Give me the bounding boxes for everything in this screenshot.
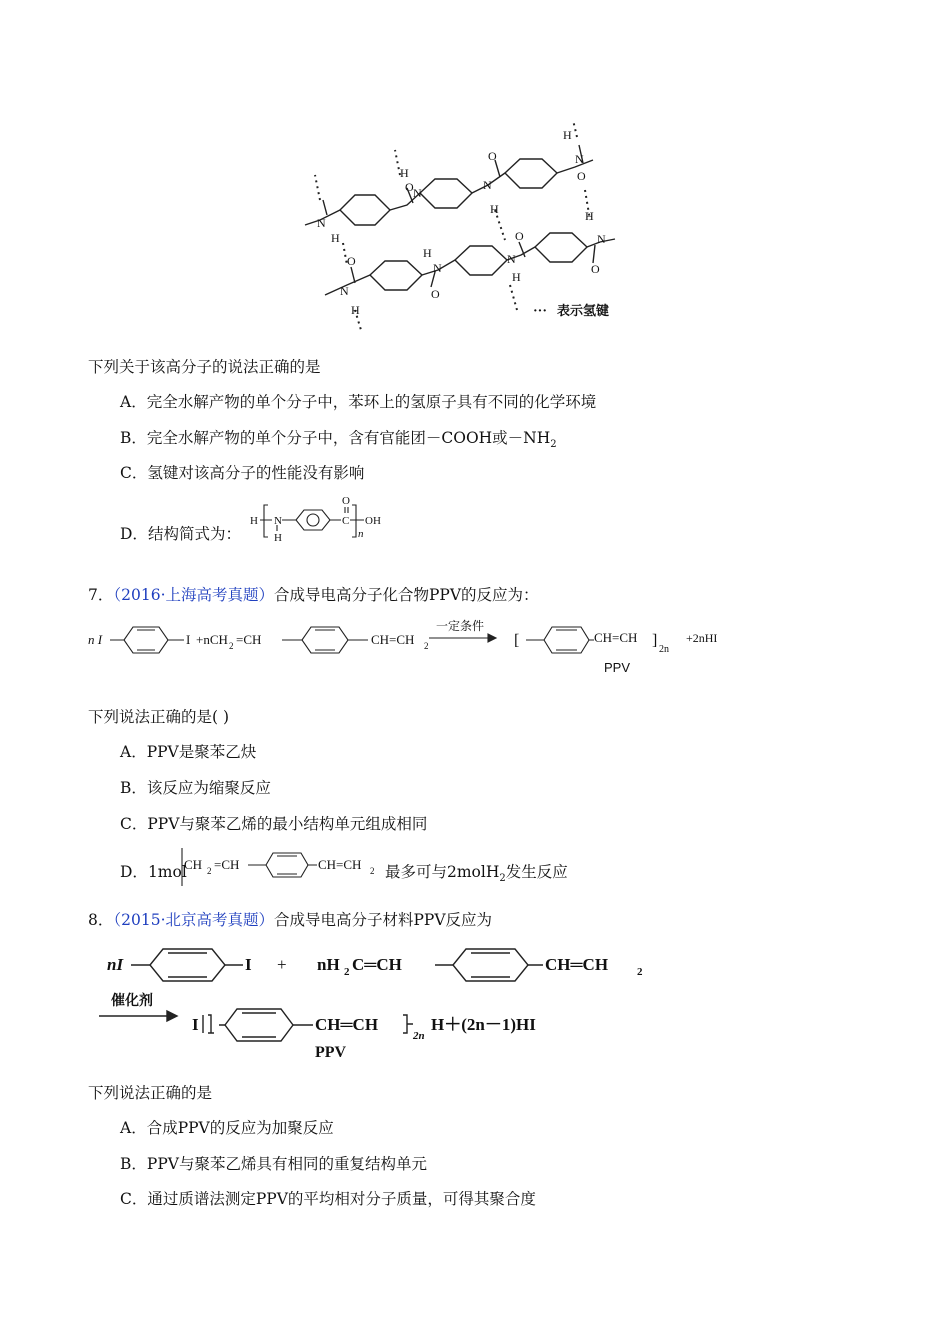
benzene-ring [535,233,587,262]
eq-text: =CH [214,857,240,872]
eq-text: nI [107,955,124,974]
benzene-ring [453,949,528,981]
atom-n: N [317,216,326,230]
ppv-label: PPV [604,660,631,675]
hydrogen-bond-legend-dots: ··· [533,304,548,319]
eq-text: I [186,632,191,647]
option-text: 氢键对该高分子的性能没有影响 [147,464,365,482]
subscript-n: n [358,528,364,540]
subscript: 2 [207,866,212,876]
atom-h: H [423,246,432,260]
option-letter: C． [120,1190,148,1208]
eq-text: + [277,955,287,974]
q7-heading [88,585,539,605]
option-text: PPV是聚苯乙炔 [146,743,257,761]
benzene-ring [420,179,472,208]
option-text-post: 发生反应 [505,863,568,881]
option-letter: A． [120,743,147,761]
option-text: 结构简式为： [147,525,241,543]
atom-n: N [483,178,492,192]
atom-n: N [575,152,584,166]
atom-h: H [512,270,521,284]
atom-h: H [351,303,360,317]
option-letter: D． [120,863,148,881]
eq-text: nH [317,955,340,974]
atom-o: O [488,149,497,163]
atom-h: H [563,128,572,142]
subscript: 2 [637,966,643,978]
q8-stem: 下列说法正确的是 [88,1084,213,1102]
hydrogen-bond-legend-label: 表示氢键 [557,303,610,318]
q7-stem: 下列说法正确的是( ) [88,708,230,726]
subscript: 2 [229,641,234,651]
q7-reaction-equation [86,614,746,680]
bracket: ] [652,632,658,649]
eq-text: CH=CH [318,857,362,872]
atom-n: N [433,261,442,275]
eq-text: H＋(2n－1)HI [431,1015,536,1034]
atom-o: O [591,262,600,276]
option-letter: B． [120,779,147,797]
atom-h: H [331,231,340,245]
option-text: PPV与聚苯乙烯具有相同的重复结构单元 [146,1155,427,1173]
question-source[interactable]: （2016·上海高考真题） [113,586,274,604]
q6-option-b[interactable] [120,428,557,455]
eq-text: I [192,1015,199,1034]
subscript: 2 [424,641,429,651]
benzene-ring [266,853,308,877]
question-text: 合成导电高分子化合物PPV的反应为： [274,586,539,604]
subscript: 2 [370,866,375,876]
option-text: 合成PPV的反应为加聚反应 [146,1119,334,1137]
atom-o: O [515,229,524,243]
atom-c: C [342,515,350,527]
eq-text: CH═CH [545,955,609,974]
option-text: 通过质谱法测定PPV的平均相对分子质量，可得其聚合度 [147,1190,536,1208]
option-letter: C． [120,464,148,482]
eq-text: n I [88,632,103,647]
eq-text: +nCH [196,632,228,647]
option-letter: B． [120,429,147,447]
benzene-ring [455,246,507,275]
q8-reaction-equation [95,943,665,1063]
atom-n: N [274,515,282,527]
atom-h: H [400,166,409,180]
reaction-condition: 一定条件 [436,619,485,633]
eq-text: I [245,955,252,974]
eq-text: CH═CH [315,1015,379,1034]
option-text: 完全水解产物的单个分子中，苯环上的氢原子具有不同的化学环境 [146,393,597,411]
option-letter: D． [120,525,148,543]
q6-option-c[interactable] [120,463,364,483]
ppv-label: PPV [315,1044,347,1061]
question-source[interactable]: （2015·北京高考真题） [113,911,274,929]
q7-option-a[interactable] [120,742,256,762]
atom-h: H [274,532,282,544]
q6-option-a[interactable] [120,392,596,412]
benzene-ring [544,627,589,653]
q8-heading [88,910,492,930]
subscript: 2 [344,966,350,978]
benzene-ring [505,159,557,188]
benzene-ring [340,195,390,225]
atom-h: H [585,209,594,223]
q8-option-b[interactable] [120,1154,427,1174]
q8-option-a[interactable] [120,1118,334,1138]
benzene-ring [302,627,348,653]
atom-n: N [597,232,606,246]
question-number: 8． [88,911,114,929]
subscript: 2n [659,644,669,655]
atom-o: O [347,254,356,268]
q6-option-d[interactable] [120,524,241,544]
benzene-ring [370,261,422,290]
atom-n: N [507,252,516,266]
question-text: 合成导电高分子材料PPV反应为 [274,911,493,929]
q7-option-d[interactable] [120,862,187,882]
eq-text: CH=CH [371,632,415,647]
option-text: 完全水解产物的单个分子中，含有官能团－COOH或－NH [146,429,551,447]
q7-option-c[interactable] [120,814,427,834]
option-text: PPV与聚苯乙烯的最小结构单元组成相同 [147,815,428,833]
option-letter: A． [120,1119,147,1137]
subscript: 2n [413,1030,425,1042]
q7-option-d-tail [385,862,568,889]
q7-d-styrene-formula [180,846,390,888]
atom-o: O [405,180,414,194]
atom-h: H [490,202,499,216]
benzene-ring [225,1009,293,1041]
benzene-ring [150,949,225,981]
subscript: 2 [550,439,557,451]
eq-text: =CH [236,632,262,647]
aramid-hydrogen-bond-figure [295,115,645,340]
option-letter: C． [120,815,148,833]
question-number: 7． [88,586,114,604]
bracket: [ [514,632,520,649]
q6-d-structural-formula [248,493,393,545]
benzene-ring [296,510,330,530]
subscript: 2 [499,873,506,885]
option-text-pre: 1mol [147,863,187,881]
eq-text: CH=CH [594,630,638,645]
atom-n: N [340,284,349,298]
eq-text: CH [184,857,203,872]
atom-oh: OH [365,515,381,527]
q6-stem: 下列关于该高分子的说法正确的是 [88,358,321,376]
option-letter: A． [120,393,147,411]
atom-o: O [342,495,350,507]
option-text-post: 最多可与2molH [385,863,500,881]
q7-option-b[interactable] [120,778,271,798]
atom-n: N [413,186,422,200]
atom-o: O [577,169,586,183]
option-text: 该反应为缩聚反应 [146,779,271,797]
eq-text: C═CH [352,955,402,974]
atom-h: H [250,515,258,527]
benzene-ring [124,627,168,653]
atom-o: O [431,287,440,301]
reaction-condition: 催化剂 [111,992,153,1008]
option-letter: B． [120,1155,147,1173]
q8-option-c[interactable] [120,1189,536,1209]
eq-text: +2nHI [686,631,718,645]
